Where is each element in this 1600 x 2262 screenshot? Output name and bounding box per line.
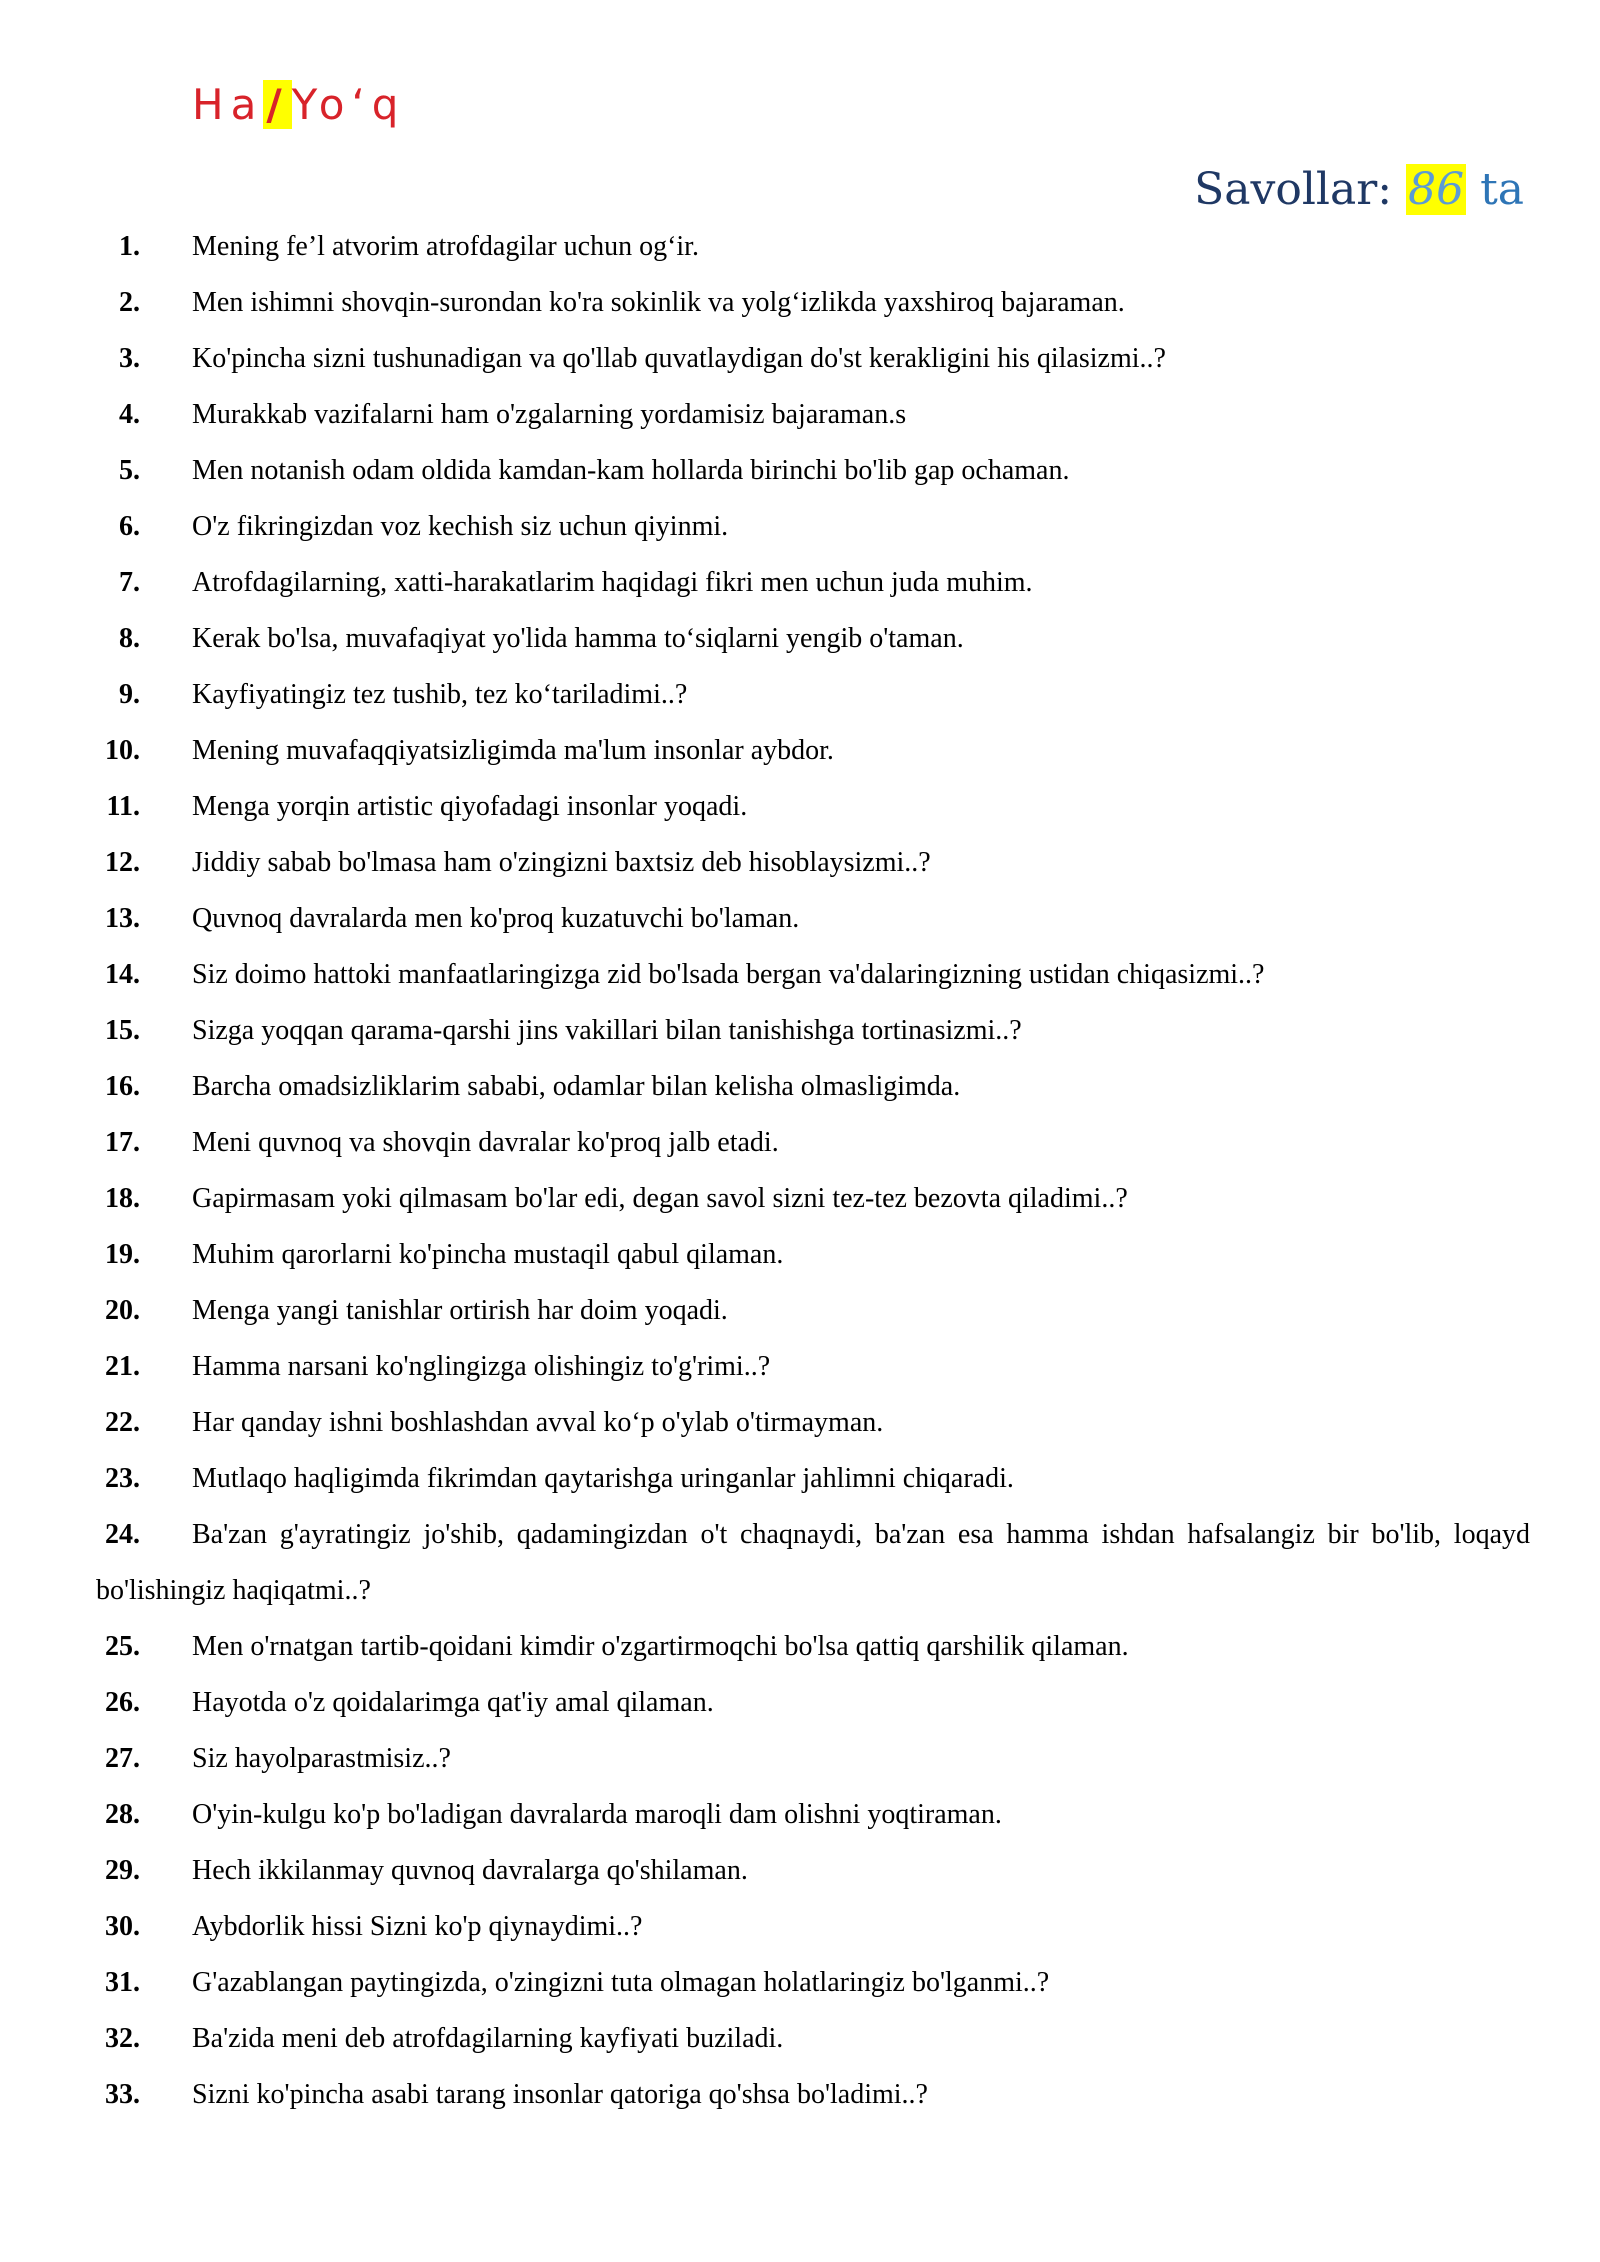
question-number: 21. [105,1351,140,1382]
question-item [0,947,1600,1003]
question-text: Sizni ko'pincha asabi tarang insonlar qatoriga qo'shsa bo'ladimi..? [192,2079,928,2110]
question-text: Muhim qarorlarni ko'pincha mustaqil qabul qilaman. [192,1239,784,1270]
question-item [0,891,1600,947]
question-item [0,667,1600,723]
question-item [0,723,1600,779]
question-text: Sizga yoqqan qarama-qarshi jins vakillari bilan tanishishga tortinasizmi..? [192,1015,1022,1046]
question-item [0,1731,1600,1787]
question-item [0,499,1600,555]
question-text: Atrofdagilarning, xatti-harakatlarim haqidagi fikri men uchun juda muhim. [192,567,1033,598]
question-number: 20. [105,1295,140,1326]
question-item [0,1003,1600,1059]
question-number: 12. [105,847,140,878]
question-item [0,387,1600,443]
question-text: Murakkab vazifalarni ham o'zgalarning yordamisiz bajaraman.s [192,399,907,430]
question-item [0,1059,1600,1115]
brand-yoq: Yo‘q [291,80,406,129]
question-item [0,1227,1600,1283]
question-text: Men o'rnatgan tartib-qoidani kimdir o'zgartirmoqchi bo'lsa qattiq qarshilik qilaman. [192,1631,1129,1662]
question-number: 16. [105,1071,140,1102]
question-text: O'z fikringizdan voz kechish siz uchun qiyinmi. [192,511,729,542]
question-number: 26. [105,1687,140,1718]
question-number: 3. [119,343,140,374]
question-number: 1. [119,231,140,262]
question-item [0,1395,1600,1451]
question-number: 25. [105,1631,140,1662]
question-number: 29. [105,1855,140,1886]
question-text: Hech ikkilanmay quvnoq davralarga qo'shilaman. [192,1855,748,1886]
question-text: Siz hayolparastmisiz..? [192,1743,451,1774]
question-number: 6. [119,511,140,542]
question-item [0,443,1600,499]
question-text: Barcha omadsizliklarim sababi, odamlar bilan kelisha olmasligimda. [192,1071,961,1102]
savollar-count: 86 [1408,164,1465,215]
question-text: Siz doimo hattoki manfaatlaringizga zid bo'lsada bergan va'dalaringizning ustidan chiqasizmi..? [192,959,1265,990]
question-number: 32. [105,2023,140,2054]
question-item [0,779,1600,835]
question-item [0,1339,1600,1395]
question-text: Kerak bo'lsa, muvafaqiyat yo'lida hamma to‘siqlarni yengib o'taman. [192,623,964,654]
question-number: 22. [105,1407,140,1438]
question-number: 17. [105,1127,140,1158]
question-number: 24. [105,1519,140,1550]
question-number: 33. [105,2079,140,2110]
question-number: 27. [105,1743,140,1774]
brand-ha: Ha [192,80,264,129]
question-number: 2. [119,287,140,318]
question-text: Ko'pincha sizni tushunadigan va qo'llab quvatlaydigan do'st kerakligini his qilasizmi..? [192,343,1166,374]
question-item [0,275,1600,331]
question-text: Men notanish odam oldida kamdan-kam hollarda birinchi bo'lib gap ochaman. [192,455,1070,486]
question-number: 4. [119,399,140,430]
question-text: Menga yorqin artistic qiyofadagi insonlar yoqadi. [192,791,748,822]
question-number: 28. [105,1799,140,1830]
question-text: Aybdorlik hissi Sizni ko'p qiynaydimi..? [192,1911,643,1942]
question-number: 8. [119,623,140,654]
question-text: Ba'zida meni deb atrofdagilarning kayfiyati buziladi. [192,2023,784,2054]
savollar-unit: ta [1480,164,1524,215]
question-item [0,611,1600,667]
question-item [0,1955,1600,2011]
question-text: Jiddiy sabab bo'lmasa ham o'zingizni baxtsiz deb hisoblaysizmi..? [192,847,931,878]
question-text: O'yin-kulgu ko'p bo'ladigan davralarda maroqli dam olishni yoqtiraman. [192,1799,1002,1830]
question-item [0,1899,1600,1955]
question-count-heading [1194,162,1524,218]
question-item [0,835,1600,891]
question-number: 14. [105,959,140,990]
question-number: 18. [105,1183,140,1214]
question-item [0,555,1600,611]
question-text: Mutlaqo haqligimda fikrimdan qaytarishga uringanlar jahlimni chiqaradi. [192,1463,1014,1494]
question-number: 31. [105,1967,140,1998]
question-text: Mening muvafaqqiyatsizligimda ma'lum insonlar aybdor. [192,735,834,766]
question-item [0,1843,1600,1899]
brand-heading [192,80,405,130]
question-text: Quvnoq davralarda men ko'proq kuzatuvchi bo'laman. [192,903,800,934]
question-item [0,1675,1600,1731]
question-item [0,1451,1600,1507]
question-number: 10. [105,735,140,766]
question-text: Kayfiyatingiz tez tushib, tez ko‘tariladimi..? [192,679,688,710]
question-item [0,331,1600,387]
question-item [0,2067,1600,2123]
question-item [0,219,1600,275]
question-text: Mening fe’l atvorim atrofdagilar uchun og‘ir. [192,231,699,262]
question-number: 5. [119,455,140,486]
question-item [0,2011,1600,2067]
question-text: Ba'zan g'ayratingiz jo'shib, qadamingizdan o't chaqnaydi, ba'zan esa hamma ishdan hafsalangiz bir bo'lib, loqayd bo'lishingiz haqiqatmi..? [96,1519,1530,1606]
question-text: G'azablangan paytingizda, o'zingizni tuta olmagan holatlaringiz bo'lganmi..? [192,1967,1050,1998]
question-text: Meni quvnoq va shovqin davralar ko'proq jalb etadi. [192,1127,779,1158]
question-number: 23. [105,1463,140,1494]
question-text: Hamma narsani ko'nglingizga olishingiz to'g'rimi..? [192,1351,771,1382]
question-number: 15. [105,1015,140,1046]
question-item [0,1787,1600,1843]
question-text: Har qanday ishni boshlashdan avval ko‘p o'ylab o'tirmayman. [192,1407,884,1438]
question-item [0,1115,1600,1171]
question-text: Men ishimni shovqin-surondan ko'ra sokinlik va yolg‘izlikda yaxshiroq bajaraman. [192,287,1125,318]
question-item [0,1507,1600,1619]
question-number: 11. [106,791,140,822]
question-number: 13. [105,903,140,934]
question-item [0,1619,1600,1675]
question-text: Gapirmasam yoki qilmasam bo'lar edi, degan savol sizni tez-tez bezovta qiladimi..? [192,1183,1128,1214]
question-number: 7. [119,567,140,598]
question-number: 9. [119,679,140,710]
question-list [0,219,1600,2123]
brand-slash: / [263,80,291,129]
question-item [0,1283,1600,1339]
question-number: 19. [105,1239,140,1270]
question-text: Hayotda o'z qoidalarimga qat'iy amal qilaman. [192,1687,714,1718]
question-item [0,1171,1600,1227]
question-number: 30. [105,1911,140,1942]
question-text: Menga yangi tanishlar ortirish har doim yoqadi. [192,1295,728,1326]
savollar-label: Savollar: [1194,164,1393,215]
